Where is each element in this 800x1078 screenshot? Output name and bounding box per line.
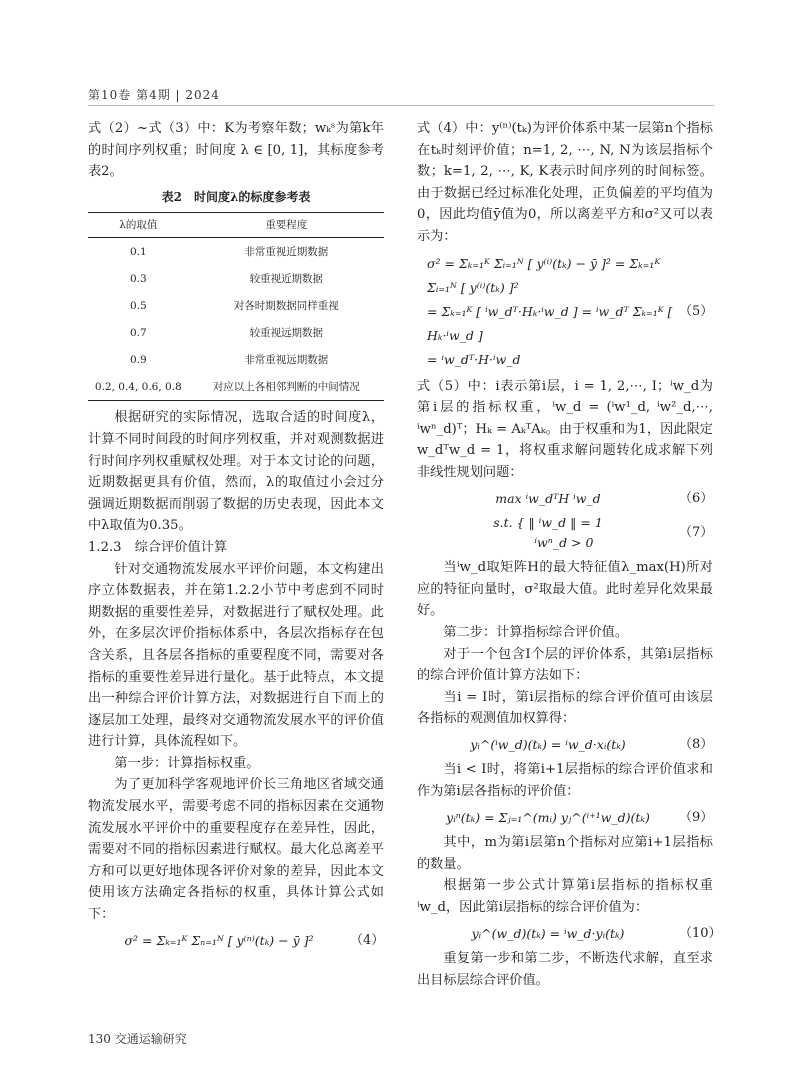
equation-line: σ² = Σₖ₌₁ᴷ Σᵢ₌₁ᴺ [ y⁽ⁱ⁾(tₖ) − ȳ ]² = Σₖ₌₁ᴷ Σᵢ₌₁ᴺ [ y⁽ⁱ⁾(tₖ) ]²: [427, 255, 661, 295]
body-paragraph: 当ⁱw_d取矩阵H的最大特征值λ_max(H)所对应的特征向量时，σ²取最大值。此时差异化效果最好。: [417, 560, 713, 619]
table-header-row: [88, 213, 384, 238]
left-column: [88, 118, 384, 955]
table-cell: 非常重视远期数据: [244, 353, 329, 366]
equation-body: σ² = Σₖ₌₁ᴷ Σₙ₌₁ᴺ [ y⁽ⁿ⁾(tₖ) − ȳ ]²: [124, 932, 314, 948]
table-cell: 较重视远期数据: [249, 326, 324, 339]
body-paragraph: 式（5）中：i表示第i层，i = 1, 2,⋯, I；ⁱw_d为第i层的指标权重，ⁱw_d = (ⁱw¹_d, ⁱw²_d,⋯, ⁱwⁿ_d)ᵀ；Hₖ = AₖᵀAₖ。由于权重和为1，因此限定w_dᵀw_d = 1，将权重求解问题转化成求解下列非线性规划问题：: [417, 378, 713, 480]
equation-number: （7）: [679, 525, 714, 541]
equation-6: [417, 488, 713, 510]
equation-number: （4）: [350, 932, 385, 948]
body-paragraph: 对于一个包含I个层的评价体系，其第i层指标的综合评价值计算方法如下：: [417, 646, 713, 684]
section-heading: 1.2.3 综合评价值计算: [88, 539, 228, 555]
table-row: [88, 292, 384, 319]
table-caption: 表2 时间度λ的标度参考表: [161, 189, 311, 204]
step-heading: 第二步：计算指标综合评价值。: [443, 624, 629, 640]
running-header: 第10卷 第4期 | 2024: [88, 88, 220, 102]
table-row: [88, 346, 384, 373]
table-row: [88, 238, 384, 266]
header-rule: [88, 105, 714, 106]
table-cell: 0.2, 0.4, 0.6, 0.8: [88, 373, 189, 401]
equation-line: ⁱwⁿ_d > 0: [534, 535, 594, 551]
step-heading: 第一步：计算指标权重。: [114, 755, 260, 771]
intro-paragraph: 式（2）~式（3）中：K为考察年数；wₖˢ为第k年的时间序列权重；时间度 λ ∈ [0, 1]，其标度参考表2。: [88, 121, 384, 180]
body-paragraph: 当i = I时，第i层指标的综合评价值可由该层各指标的观测值加权算得：: [417, 689, 713, 727]
body-paragraph: 针对交通物流发展水平评价问题，本文构建出序立体数据表，并在第1.2.2小节中考虑到不同时期数据的重要性差异，对数据进行了赋权处理。此外，在多层次评价指标体系中，各层次指标存在包含关系，且各层各指标的重要程度不同，需要对各指标的重要性差异进行量化。基于此特点，本文提出一种综合评价计算方法，对数据进行自下而上的逐层加工处理，最终对交通物流发展水平的评价值进行计算，具体流程如下。: [88, 561, 384, 750]
right-column: [417, 118, 722, 991]
table-row: [88, 265, 384, 292]
equation-9: [417, 807, 713, 829]
equation-number: （10）: [679, 925, 722, 941]
table-cell: 0.3: [129, 272, 147, 285]
page-footer: 130 交通运输研究: [88, 1032, 187, 1046]
equation-line: s.t. { ‖ ⁱw_d ‖ = 1: [493, 515, 603, 531]
body-paragraph: 根据第一步公式计算第i层指标的指标权重ⁱw_d，因此第i层指标的综合评价值为：: [417, 878, 713, 916]
equation-body: yᵢⁿ(tₖ) = Σⱼ₌₁^(mᵢ) yⱼ^(ⁱ⁺¹w_d)(tₖ): [446, 809, 650, 825]
table-cell: 非常重视近期数据: [244, 245, 329, 258]
table-cell: 0.1: [129, 245, 147, 258]
body-paragraph: 根据研究的实际情况，选取合适的时间度λ，计算不同时间段的时间序列权重，并对观测数据进行时间序列权重赋权处理。对于本文讨论的问题，近期数据更具有价值，然而，λ的取值过小会过分强调近期数据而削弱了数据的历史表现，因此本文中λ取值为0.35。: [88, 410, 384, 534]
equation-body: yᵢ^(ⁱw_d)(tₖ) = ⁱw_d·xᵢ(tₖ): [470, 736, 626, 752]
table-cell: 对应以上各相邻判断的中间情况: [189, 373, 384, 401]
equation-body: max ⁱw_dᵀH ⁱw_d: [495, 490, 601, 506]
body-paragraph: 其中，m为第i层第n个指标对应第i+1层指标的数量。: [417, 835, 713, 872]
equation-8: [417, 734, 713, 756]
equation-line: = ⁱw_dᵀ·H·ⁱw_d: [427, 351, 521, 367]
table-row: [88, 319, 384, 346]
table-header-cell: λ的取值: [88, 213, 189, 238]
body-paragraph: 重复第一步和第二步，不断迭代求解，直至求出目标层综合评价值。: [417, 951, 713, 988]
equation-body: yᵢ^(w_d)(tₖ) = ⁱw_d·yᵢ(tₖ): [471, 925, 625, 941]
table-row: [88, 373, 384, 401]
body-paragraph: 为了更加科学客观地评价长三角地区省域交通物流发展水平，需要考虑不同的指标因素在交通物流发展水平评价中的重要程度存在差异性，因此，需要对不同的指标因素进行赋权。最大化总离差平方和可以更好地体现各评价对象的差异，因此本文使用该方法确定各指标的权重，具体计算公式如下：: [88, 777, 384, 923]
table-cell: 0.5: [129, 299, 147, 312]
lambda-scale-table: [88, 212, 384, 401]
equation-number: （6）: [679, 490, 714, 506]
body-paragraph: 式（4）中：y⁽ⁿ⁾(tₖ)为评价体系中某一层第n个指标在tₖ时刻评价值；n=1, 2, ⋯, N, N为该层指标个数；k=1, 2, ⋯, K, K表示时间序列的时间标签。由于数据已经过标准化处理，正负偏差的平均值为0，因此均值ȳ值为0，所以离差平方和σ²又可以表示为：: [417, 121, 713, 244]
equation-number: （9）: [679, 809, 714, 825]
body-paragraph: 当i < I时，将第i+1层指标的综合评价值求和作为第i层各指标的评价值：: [417, 762, 713, 800]
equation-4: [88, 930, 384, 952]
table-cell: 0.9: [129, 353, 147, 366]
equation-line: = Σₖ₌₁ᴷ [ ⁱw_dᵀ·Hₖ·ⁱw_d ] = ⁱw_dᵀ Σₖ₌₁ᴷ [ Hₖ·ⁱw_d ]: [427, 303, 673, 343]
table-header-cell: 重要程度: [189, 213, 384, 238]
equation-10: [417, 923, 722, 945]
table-cell: 对各时期数据同样重视: [233, 299, 339, 312]
equation-number: （8）: [679, 736, 714, 752]
equation-7: [417, 513, 713, 553]
equation-5: [417, 252, 713, 372]
table-cell: 较重视近期数据: [249, 272, 324, 285]
equation-number: （5）: [679, 303, 714, 319]
table-cell: 0.7: [129, 326, 147, 339]
